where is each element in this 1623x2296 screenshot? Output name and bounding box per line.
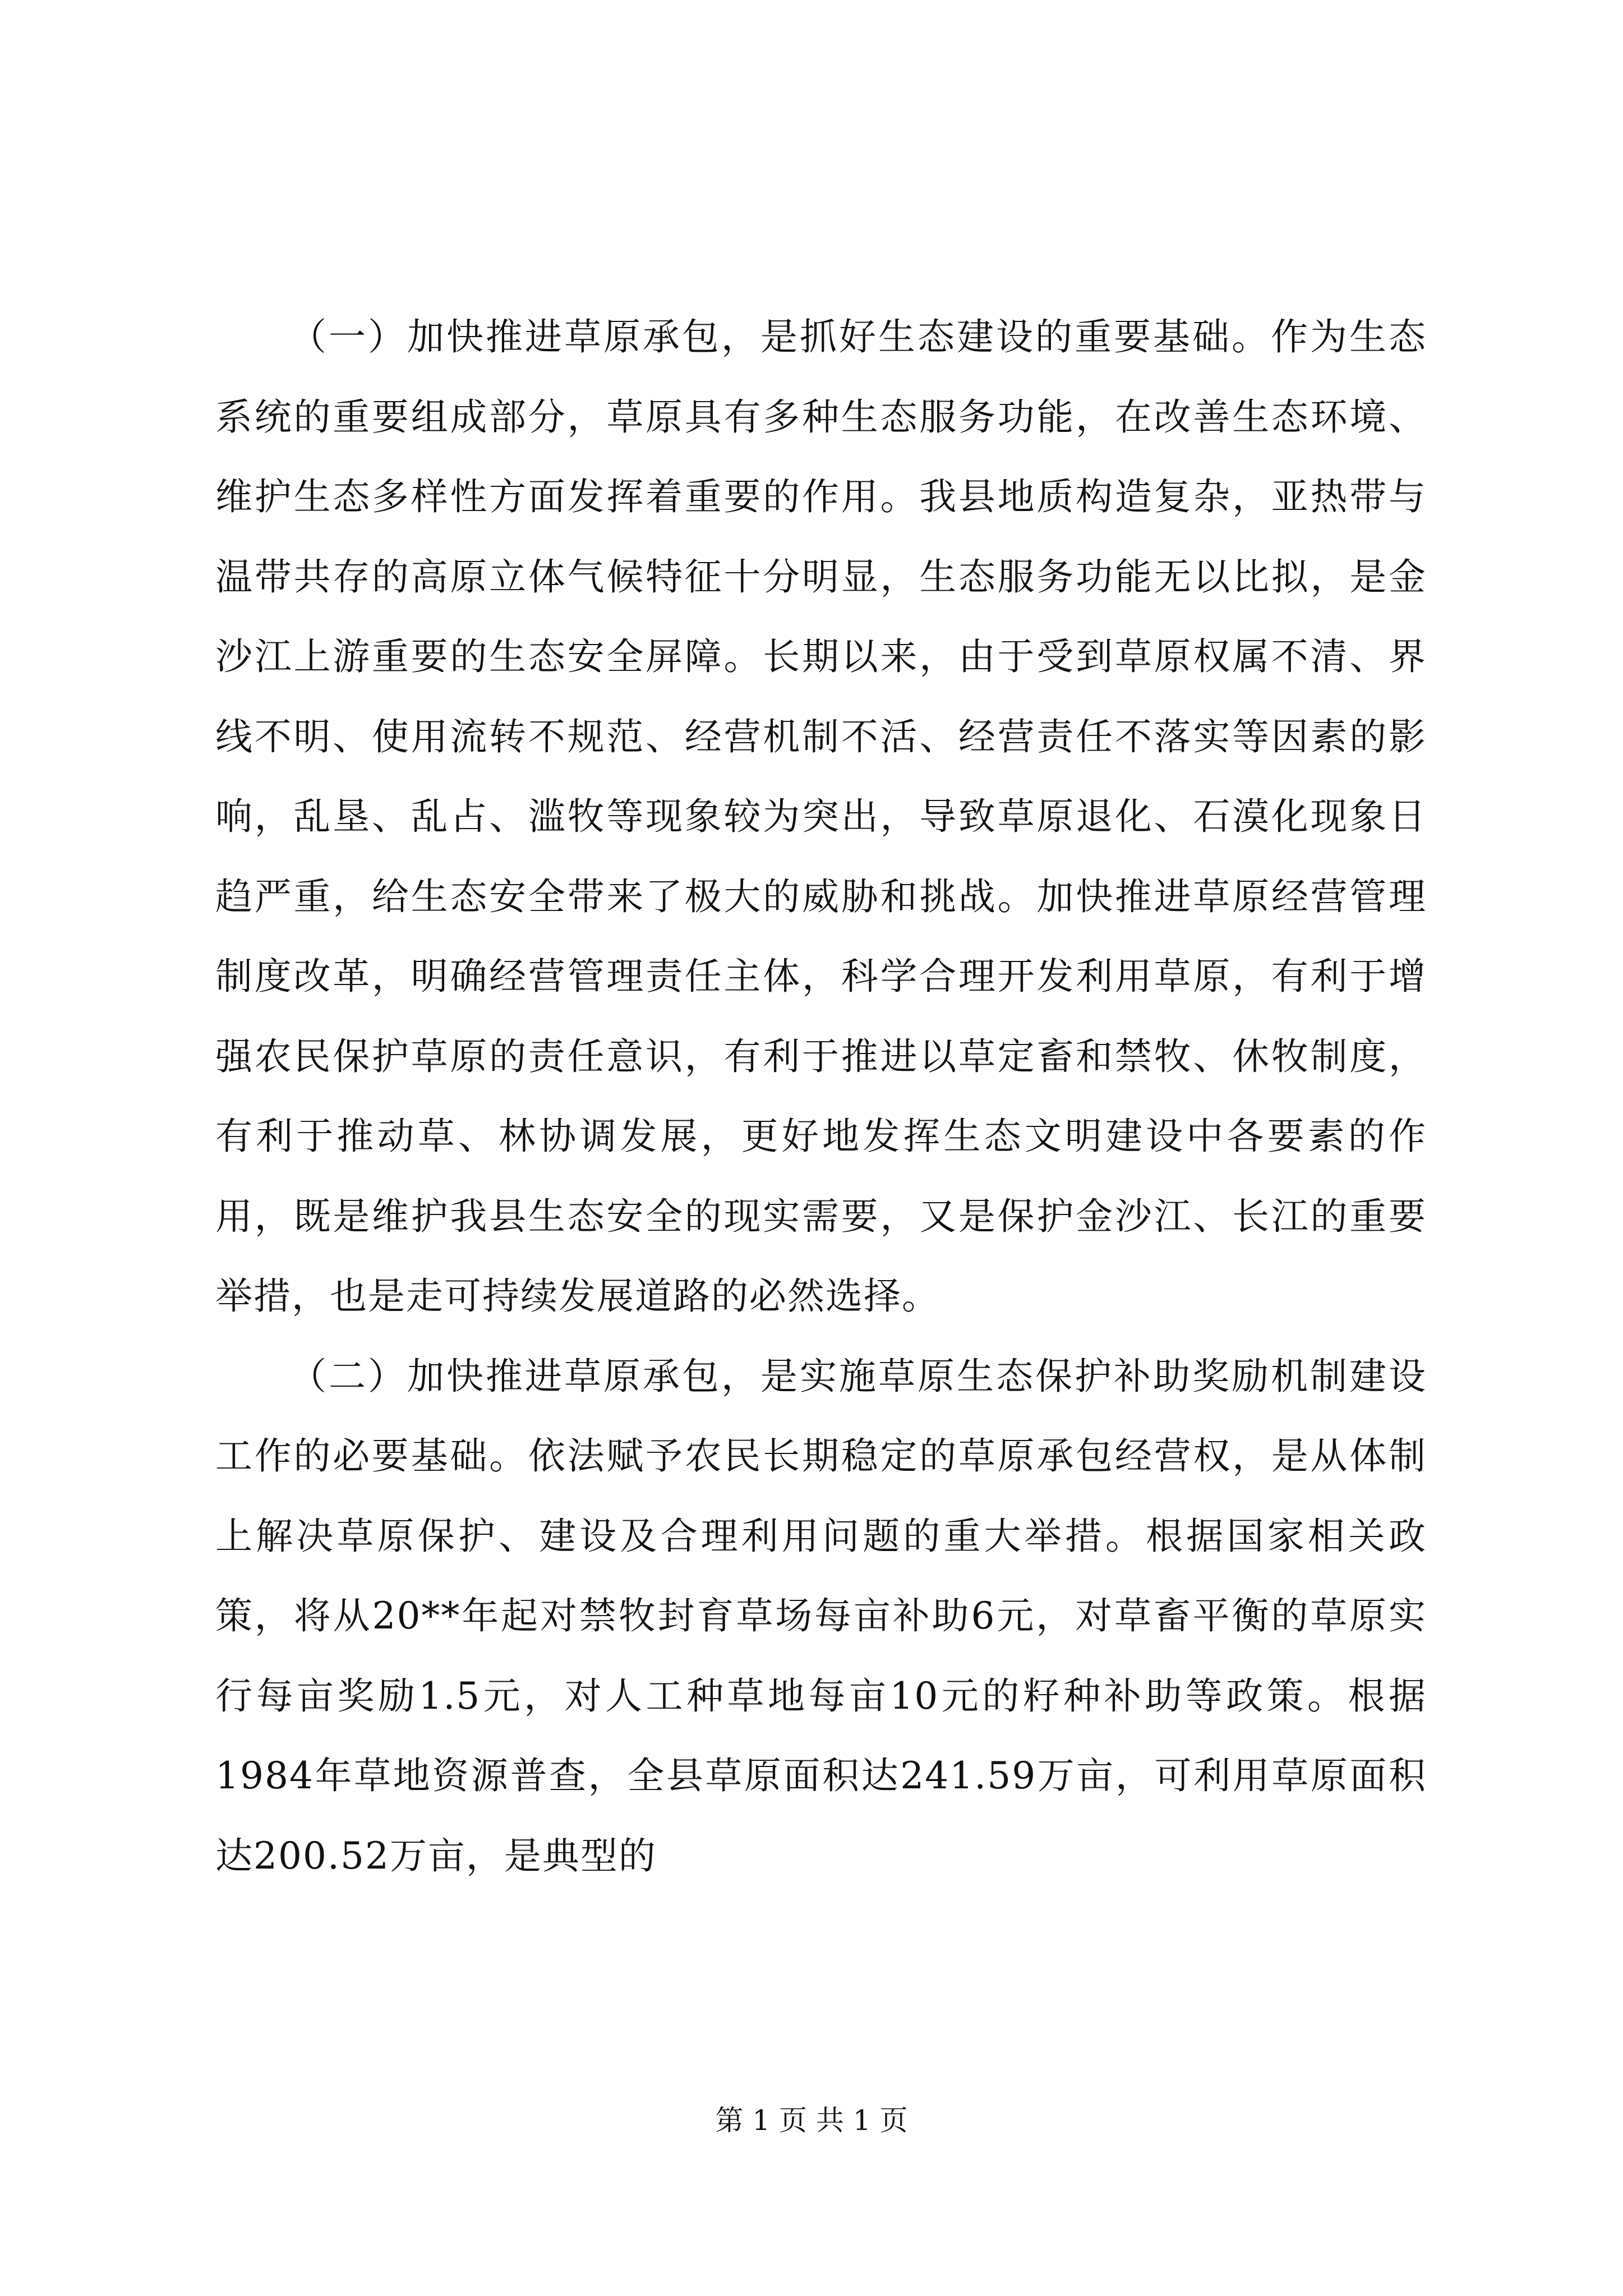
page-footer (0, 2101, 1623, 2140)
document-body (215, 297, 1427, 1896)
paragraph-2: （二）加快推进草原承包，是实施草原生态保护补助奖励机制建设工作的必要基础。依法赋予农民长期稳定的草原承包经营权，是从体制上解决草原保护、建设及合理利用问题的重大举措。根据国家相关政策，将从20**年起对禁牧封育草场每亩补助6元，对草畜平衡的草原实行每亩奖励1.5元，对人工种草地每亩10元的籽种补助等政策。根据1984年草地资源普查，全县草原面积达241.59万亩，可利用草原面积达200.52万亩，是典型的 (215, 1354, 1427, 1878)
paragraph-1: （一）加快推进草原承包，是抓好生态建设的重要基础。作为生态系统的重要组成部分，草原具有多种生态服务功能，在改善生态环境、维护生态多样性方面发挥着重要的作用。我县地质构造复杂，亚热带与温带共存的高原立体气候特征十分明显，生态服务功能无以比拟，是金沙江上游重要的生态安全屏障。长期以来，由于受到草原权属不清、界线不明、使用流转不规范、经营机制不活、经营责任不落实等因素的影响，乱垦、乱占、滥牧等现象较为突出，导致草原退化、石漠化现象日趋严重，给生态安全带来了极大的威胁和挑战。加快推进草原经营管理制度改革，明确经营管理责任主体，科学合理开发利用草原，有利于增强农民保护草原的责任意识，有利于推进以草定畜和禁牧、休牧制度，有利于推动草、林协调发展，更好地发挥生态文明建设中各要素的作用，既是维护我县生态安全的现实需要，又是保护金沙江、长江的重要举措，也是走可持续发展道路的必然选择。 (215, 315, 1427, 1318)
page-number-label: 第 1 页 共 1 页 (715, 2104, 908, 2137)
